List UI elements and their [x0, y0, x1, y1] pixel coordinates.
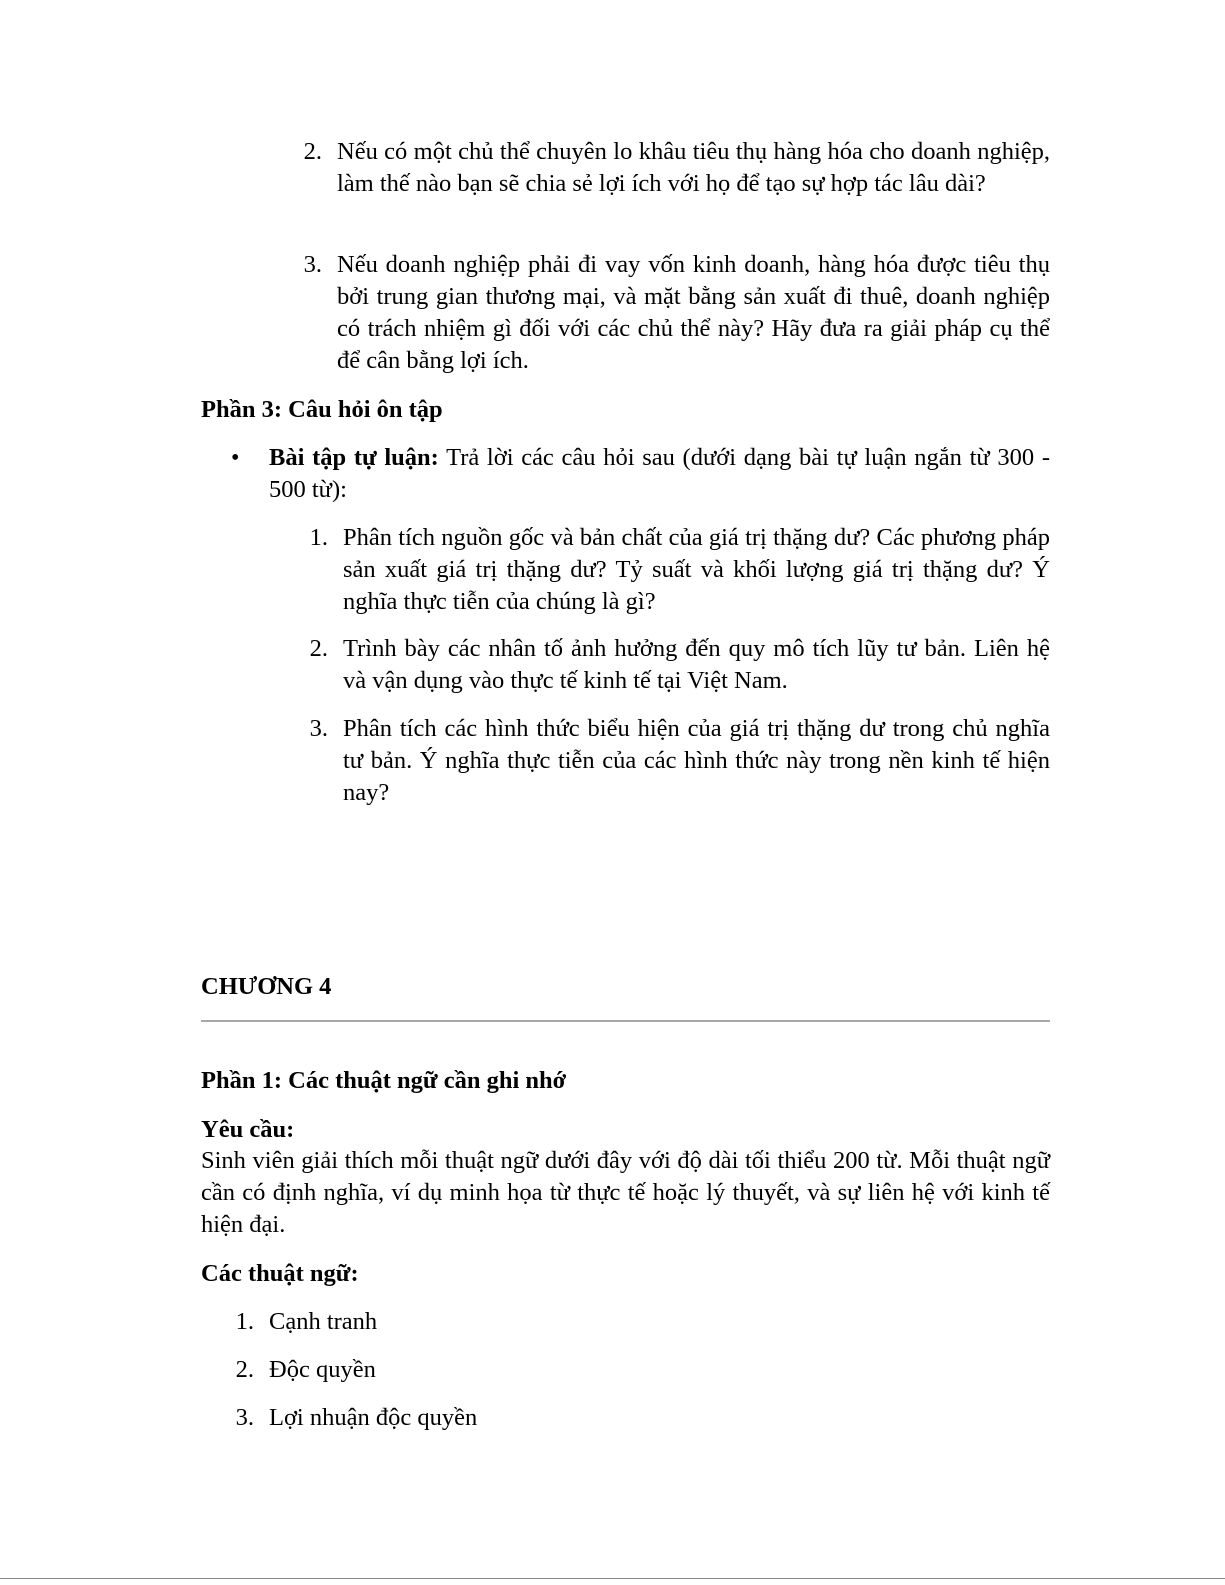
bullet-icon: • [231, 445, 240, 471]
bullet-label: Bài tập tự luận: [269, 444, 439, 471]
chapter-title: CHƯƠNG 4 [201, 973, 332, 1000]
bullet-text: Trả lời các câu hỏi sau (dưới dạng bài tự luận ngắn từ 300 - 500 từ): [269, 444, 1050, 503]
question-text: Phân tích các hình thức biểu hiện của giá trị thặng dư trong chủ nghĩa tư bản. Ý nghĩa thực tiễn của các hình thức này trong nền kinh tế hiện nay? [343, 715, 1050, 806]
question-text: Trình bày các nhân tố ảnh hưởng đến quy mô tích lũy tư bản. Liên hệ và vận dụng vào thực tế kinh tế tại Việt Nam. [343, 635, 1050, 694]
term-number: 1. [235, 1308, 254, 1335]
term-number: 2. [235, 1356, 254, 1383]
page-bottom-border [0, 1578, 1225, 1579]
horizontal-rule [201, 1020, 1050, 1022]
question-number: 1. [309, 524, 328, 551]
list-number: 2. [303, 138, 322, 165]
requirement-label: Yêu cầu: [201, 1116, 295, 1143]
question-number: 3. [309, 715, 328, 742]
list-number: 3. [303, 251, 322, 278]
term-text: Cạnh tranh [269, 1308, 378, 1335]
requirement-text: Sinh viên giải thích mỗi thuật ngữ dưới đây với độ dài tối thiểu 200 từ. Mỗi thuật ngữ cần có định nghĩa, ví dụ minh họa từ thực tế hoặc lý thuyết, và sự liên hệ với kinh tế hiện đại. [201, 1147, 1050, 1238]
term-text: Độc quyền [269, 1356, 376, 1383]
question-number: 2. [309, 635, 328, 662]
term-text: Lợi nhuận độc quyền [269, 1404, 478, 1431]
part-heading: Phần 1: Các thuật ngữ cần ghi nhớ [201, 1067, 567, 1094]
section-heading: Phần 3: Câu hỏi ôn tập [201, 396, 443, 423]
bullet-paragraph [269, 442, 1050, 506]
question-text: Phân tích nguồn gốc và bản chất của giá trị thặng dư? Các phương pháp sản xuất giá trị thặng dư? Tỷ suất và khối lượng giá trị thặng dư? Ý nghĩa thực tiễn của chúng là gì? [343, 524, 1050, 615]
list-item-text: Nếu có một chủ thể chuyên lo khâu tiêu thụ hàng hóa cho doanh nghiệp, làm thế nào bạn sẽ chia sẻ lợi ích với họ để tạo sự hợp tác lâu dài? [337, 138, 1050, 197]
term-number: 3. [235, 1404, 254, 1431]
list-item-text: Nếu doanh nghiệp phải đi vay vốn kinh doanh, hàng hóa được tiêu thụ bởi trung gian thương mại, và mặt bằng sản xuất đi thuê, doanh nghiệp có trách nhiệm gì đối với các chủ thể này? Hãy đưa ra giải pháp cụ thể để cân bằng lợi ích. [337, 251, 1050, 374]
terms-heading: Các thuật ngữ: [201, 1260, 359, 1287]
